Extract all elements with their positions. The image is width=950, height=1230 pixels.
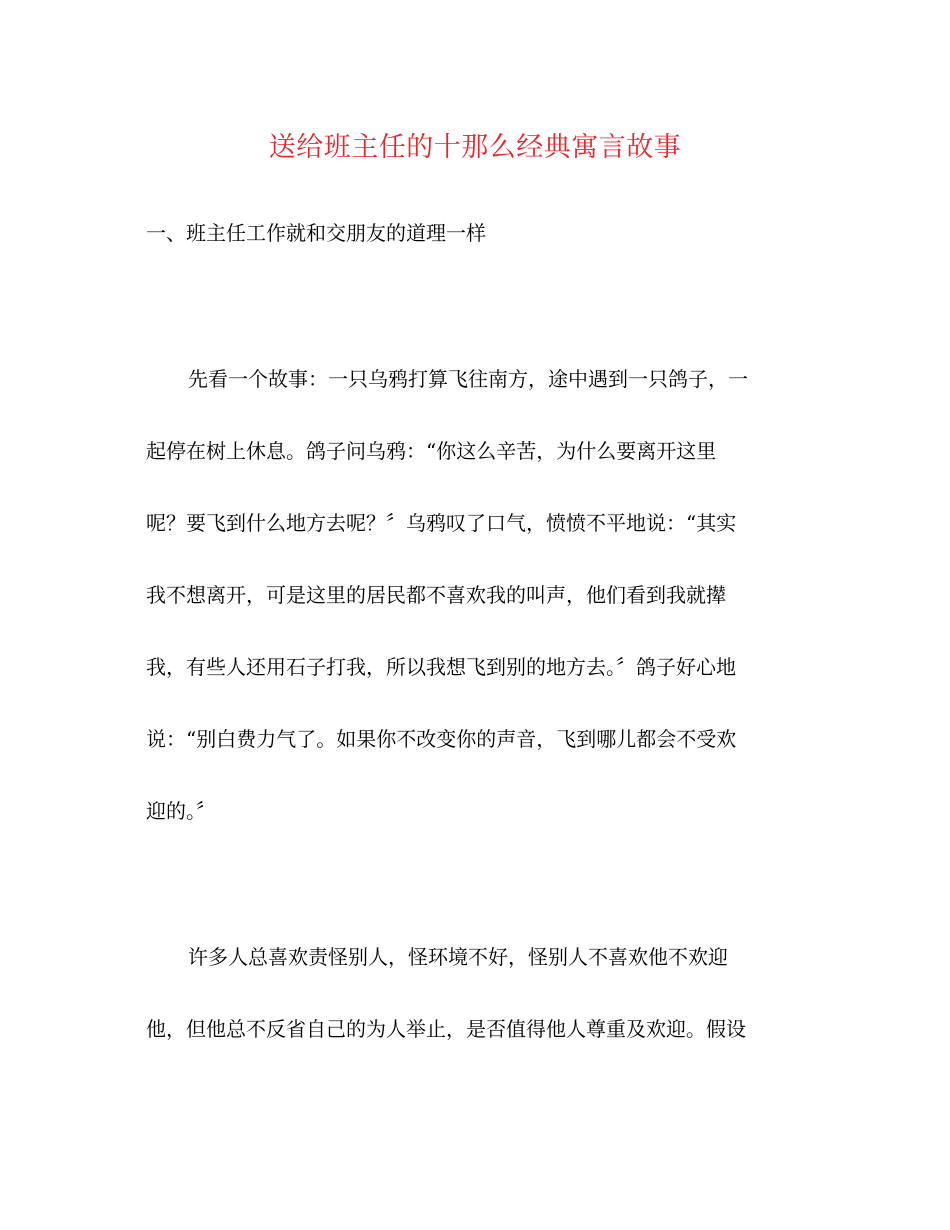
paragraph-1-line: 呢？要飞到什么地方去呢？〞乌鸦叹了口气，愤愤不平地说：“其实 — [146, 511, 737, 535]
paragraph-1-line: 先看一个故事：一只乌鸦打算飞往南方，途中遇到一只鸽子，一 — [188, 367, 748, 391]
paragraph-2-line: 许多人总喜欢责怪别人，怪环境不好，怪别人不喜欢他不欢迎 — [188, 945, 728, 969]
paragraph-1-line: 起停在树上休息。鸽子问乌鸦：“你这么辛苦，为什么要离开这里 — [146, 439, 717, 463]
paragraph-1-line: 我不想离开，可是这里的居民都不喜欢我的叫声，他们看到我就撵 — [146, 583, 726, 607]
section-heading: 一、班主任工作就和交朋友的道理一样 — [146, 221, 486, 245]
paragraph-2-line: 他，但他总不反省自己的为人举止，是否值得他人尊重及欢迎。假设 — [146, 1017, 746, 1041]
document-title: 送给班主任的十那么经典寓言故事 — [268, 132, 682, 163]
paragraph-1-line: 说：“别白费力气了。如果你不改变你的声音，飞到哪儿都会不受欢 — [146, 727, 737, 751]
paragraph-1-line: 我，有些人还用石子打我，所以我想飞到别的地方去。〞鸽子好心地 — [146, 655, 736, 679]
paragraph-1-line: 迎的。〞 — [146, 799, 216, 823]
